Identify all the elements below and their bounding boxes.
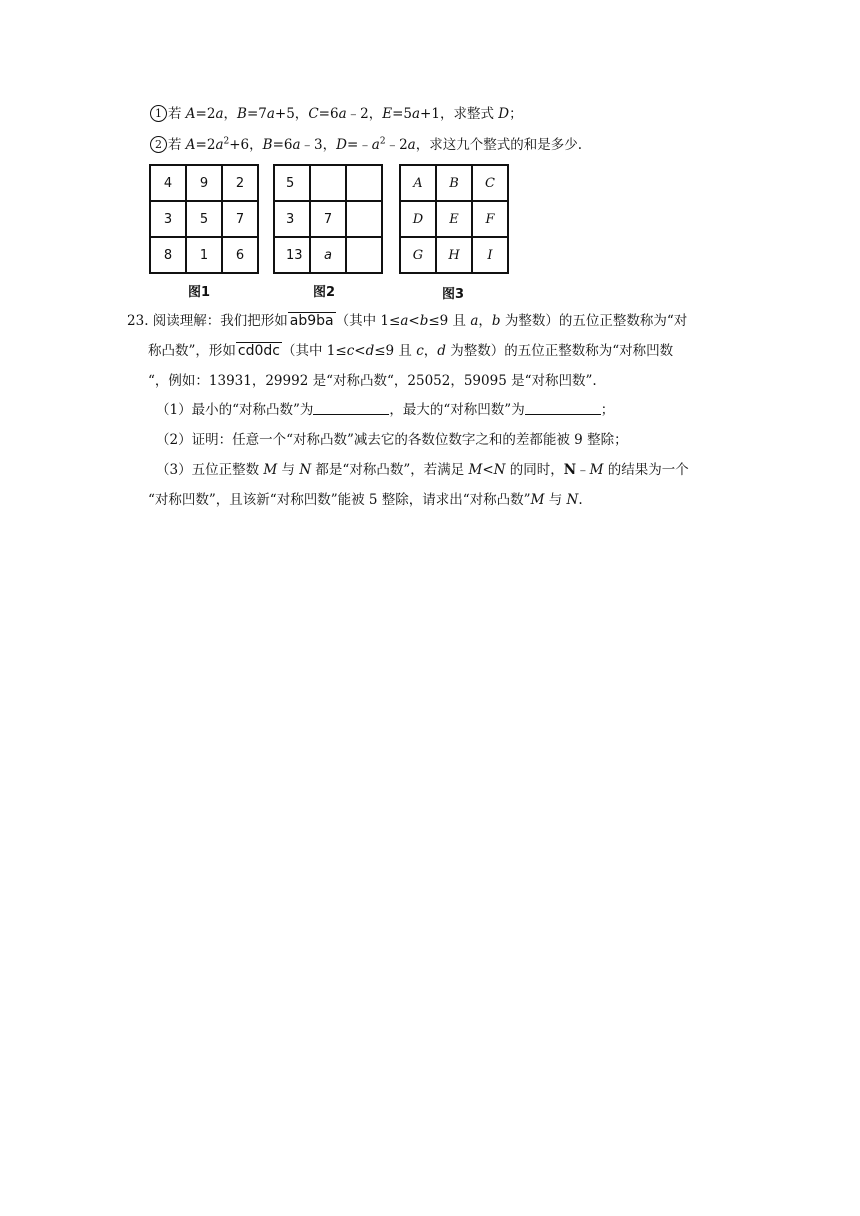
grid-cell: 1 [186, 237, 222, 273]
grid-cell: 13 [274, 237, 310, 273]
q22-sub1: 1 若 A=2a，B=7a+5，C=6a﹣2，E=5a+1，求整式 D； [150, 104, 523, 124]
grid-cell [346, 165, 382, 201]
grid-cell: A [400, 165, 436, 201]
grid-cell: 5 [274, 165, 310, 201]
grid-cell: 9 [186, 165, 222, 201]
grid-cell: 2 [222, 165, 258, 201]
grid-cell: 6 [222, 237, 258, 273]
grid-cell: E [436, 201, 472, 237]
figure-3-caption: 图3 [442, 287, 465, 302]
grid-cell: 4 [150, 165, 186, 201]
grid-cell: G [400, 237, 436, 273]
figure-2-caption: 图2 [313, 285, 336, 300]
q23-part-2: （2）证明：任意一个“对称凸数”减去它的各数位数字之和的差都能被 9 整除； [156, 432, 628, 448]
grid-cell: 7 [222, 201, 258, 237]
figure-1-grid [149, 164, 259, 274]
q23-line-2: 称凸数”，形如 cd0dc （其中 1≤c<d≤9 且 c，d 为整数）的五位正整数称为“对称凹数 [148, 343, 674, 359]
grid-cell [346, 201, 382, 237]
answer-blank[interactable] [525, 401, 601, 415]
grid-cell [310, 165, 346, 201]
q23-part-3-line-1: （3）五位正整数 M 与 N 都是“对称凸数”，若满足 M<N 的同时，N﹣M 的结果为一个 [156, 462, 689, 478]
q23-part-1: （1）最小的“对称凸数”为 ，最大的“对称凹数”为 ； [156, 402, 615, 418]
grid-cell [346, 237, 382, 273]
figure-1-caption: 图1 [188, 285, 211, 300]
figure-2-grid [273, 164, 383, 274]
grid-cell: F [472, 201, 508, 237]
overlined-number: cd0dc [237, 343, 280, 359]
grid-cell: 5 [186, 201, 222, 237]
circled-marker: 2 [150, 136, 167, 153]
figure-3-grid [399, 164, 509, 274]
overlined-number: ab9ba [289, 313, 334, 329]
question-number: 23 [127, 313, 145, 329]
grid-cell: 7 [310, 201, 346, 237]
answer-blank[interactable] [313, 401, 389, 415]
grid-cell: 3 [150, 201, 186, 237]
grid-cell: 8 [150, 237, 186, 273]
grid-cell: B [436, 165, 472, 201]
q23-part-3-line-2: “对称凹数”，且该新“对称凹数”能被 5 整除，请求出“对称凸数”M 与 N. [148, 492, 583, 508]
grid-cell: C [472, 165, 508, 201]
grid-cell: I [472, 237, 508, 273]
q23-line-3: “，例如：13931，29992 是“对称凸数“，25052，59095 是“对称凹数”. [148, 373, 597, 389]
q22-sub2: 2 若 $A=2a^2+6$，B=6a﹣3，$D=﹣a^2﹣2a$，求这九个整式的和是多少. [150, 135, 582, 155]
grid-cell: D [400, 201, 436, 237]
grid-cell: H [436, 237, 472, 273]
grid-cell: a [310, 237, 346, 273]
circled-marker: 1 [150, 105, 167, 122]
grid-cell: 3 [274, 201, 310, 237]
q23-line-1: 23. 阅读理解：我们把形如 ab9ba （其中 1≤a<b≤9 且 a，b 为整数）的五位正整数称为“对 [127, 313, 688, 329]
